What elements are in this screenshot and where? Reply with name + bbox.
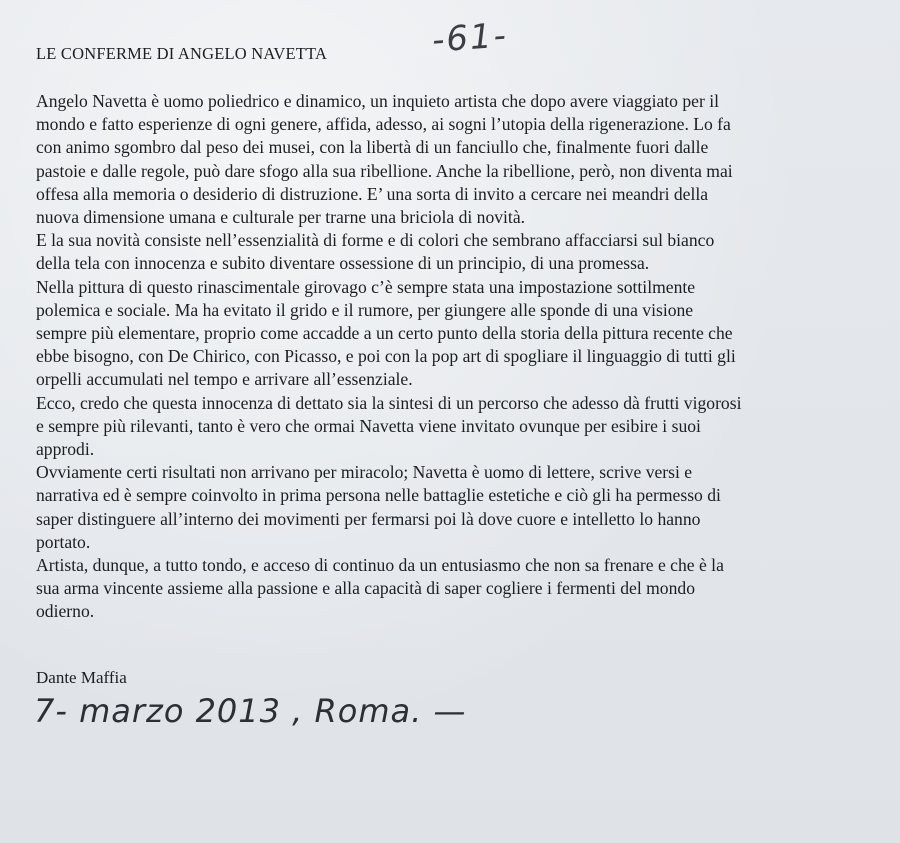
paragraph-4: Ecco, credo che questa innocenza di dettato sia la sintesi di un percorso che adesso dà frutti vigorosi e sempre più rilevanti, tanto è vero che ormai Navetta viene invitato ovunque per esibire i suoi approdi. [36,392,742,460]
paragraph-6: Artista, dunque, a tutto tondo, e acceso di continuo da un entusiasmo che non sa frenare e che è la sua arma vincente assieme alla passione e alla capacità di saper cogliere i fermenti del mondo odierno. [36,555,724,622]
handwritten-page-number: -61- [430,15,510,61]
paragraph-5: Ovviamente certi risultati non arrivano per miracolo; Navetta è uomo di lettere, scrive versi e narrativa ed è sempre coinvolto in prima persona nelle battaglie estetiche e ciò gli ha permesso di saper distinguere all’interno dei movimenti per fermarsi poi là dove cuore e intelletto lo hanno portato. [36,462,721,552]
article-body [36,90,886,624]
paragraph-1: Angelo Navetta è uomo poliedrico e dinamico, un inquieto artista che dopo avere viaggiato per il mondo e fatto esperienze di ogni genere, affida, adesso, ai sogni l’utopia della rigenerazione. Lo fa con animo sgombro dal peso dei musei, con la libertà di un fanciullo che, finalmente fuori dalle pastoie e dalle regole, può dare sfogo alla sua ribellione. Anche la ribellione, però, non diventa mai offesa alla memoria o desiderio di distruzione. E’ una sorta di invito a cercare nei meandri della nuova dimensione umana e culturale per trarne una briciola di novità. [36,91,733,228]
paragraph-2: E la sua novità consiste nell’essenzialità di forme e di colori che sembrano affacciarsi sul bianco della tela con innocenza e subito diventare ossessione di un principio, di una promessa. [36,230,715,274]
handwritten-date-place: 7- marzo 2013 , Roma. — [34,692,467,730]
paragraph-3: Nella pittura di questo rinascimentale girovago c’è sempre stata una impostazione sottilmente polemica e sociale. Ma ha evitato il grido e il rumore, per giungere alle sponde di una visione sempre più elementare, proprio come accadde a un certo punto della storia della pittura recente che ebbe bisogno, con De Chirico, con Picasso, e poi con la pop art di spogliare il linguaggio di tutti gli orpelli accumulati nel tempo e arrivare all’essenziale. [36,276,736,390]
author-name: Dante Maffia [36,668,127,687]
document-title: LE CONFERME DI ANGELO NAVETTA [36,44,328,63]
